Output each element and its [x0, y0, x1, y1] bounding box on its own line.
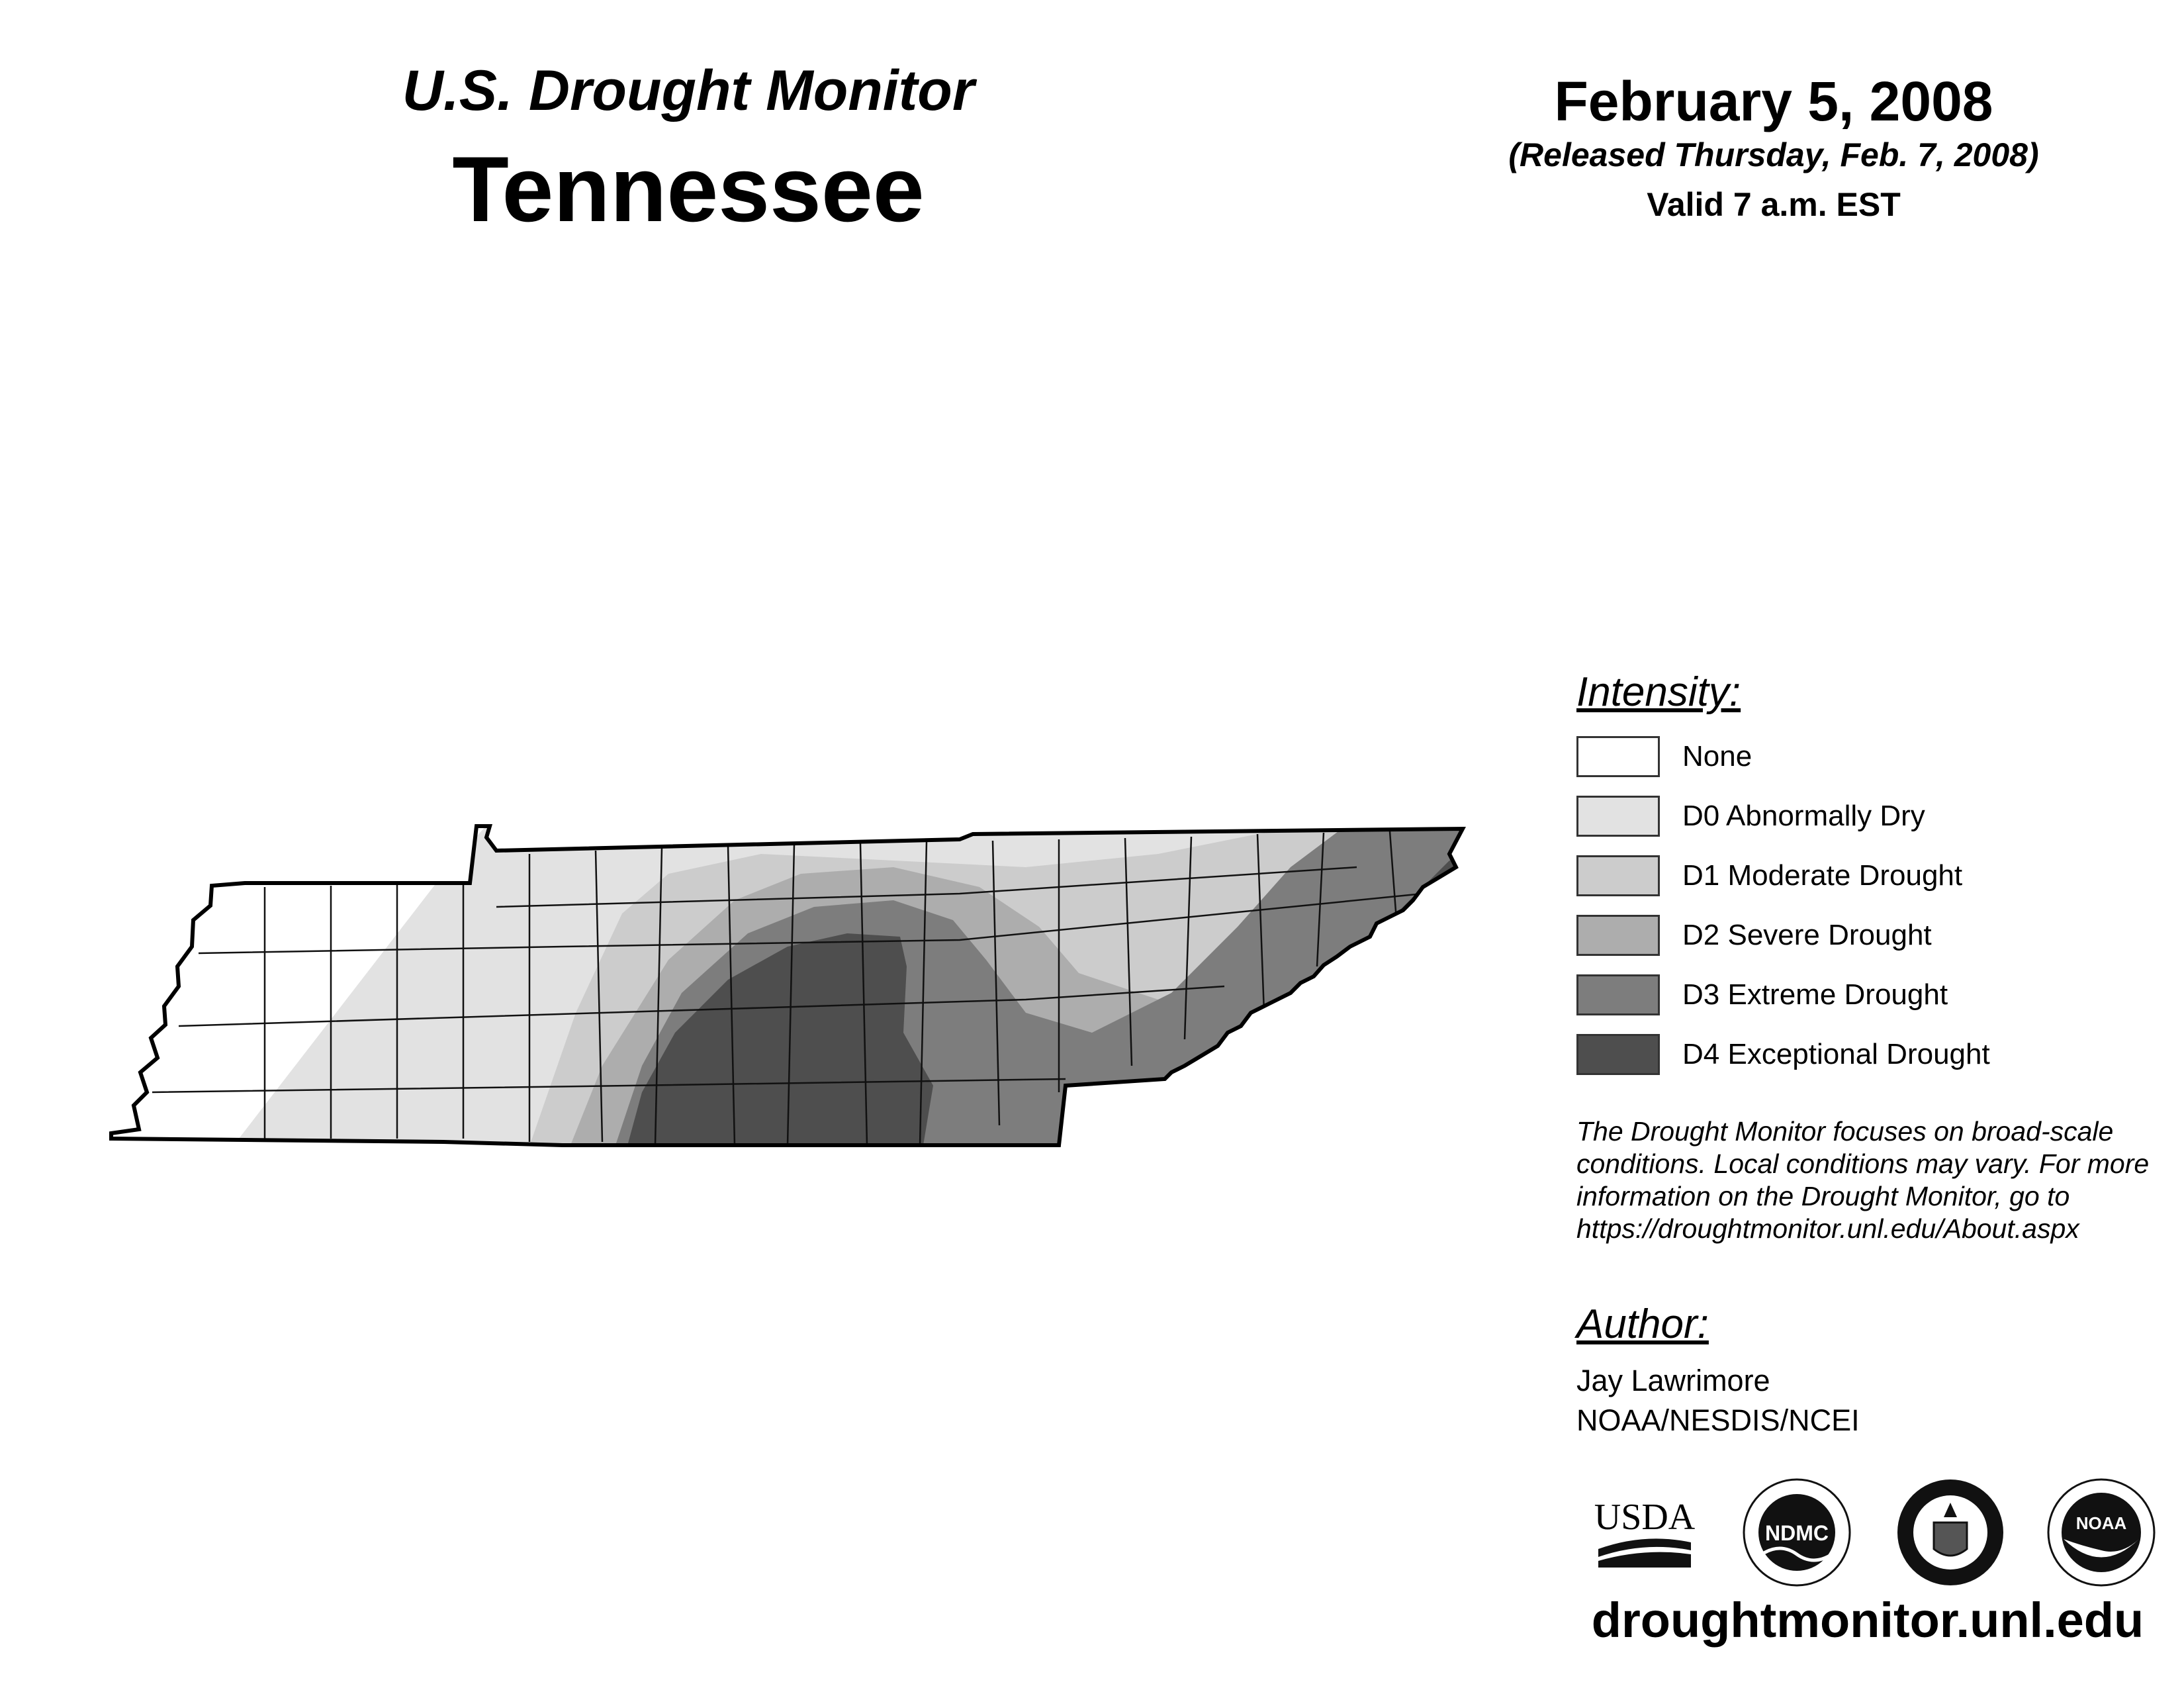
- legend-label: D1 Moderate Drought: [1682, 859, 1963, 892]
- legend-swatch: [1576, 796, 1660, 837]
- author-title: Author:: [1576, 1301, 1709, 1347]
- legend-label: D0 Abnormally Dry: [1682, 800, 1925, 832]
- website-link[interactable]: droughtmonitor.unl.edu: [1591, 1593, 2144, 1648]
- monitor-title: U.S. Drought Monitor: [402, 59, 975, 122]
- svg-text:NDMC: NDMC: [1765, 1521, 1829, 1545]
- ndmc-logo: [1741, 1476, 1853, 1589]
- valid-time: Valid 7 a.m. EST: [1647, 186, 1901, 223]
- disclaimer-note: The Drought Monitor focuses on broad-scale conditions. Local conditions may vary. For more information on the Drought Monitor, go to https://droughtmonitor.unl.edu/About.aspx: [1576, 1116, 2150, 1244]
- legend-label: D2 Severe Drought: [1682, 919, 1932, 951]
- author-name: Jay Lawrimore: [1576, 1364, 1770, 1397]
- svg-text:USDA: USDA: [1594, 1497, 1696, 1538]
- legend-swatch: [1576, 915, 1660, 956]
- legend-label: None: [1682, 740, 1752, 773]
- legend-swatch: [1576, 855, 1660, 896]
- legend-label: D3 Extreme Drought: [1682, 978, 1948, 1011]
- doc-seal-logo: [1894, 1476, 2007, 1589]
- svg-text:NOAA: NOAA: [2075, 1513, 2127, 1533]
- legend-swatch: [1576, 1034, 1660, 1075]
- author-org: NOAA/NESDIS/NCEI: [1576, 1403, 1860, 1437]
- legend-label: D4 Exceptional Drought: [1682, 1038, 1990, 1070]
- release-date: (Released Thursday, Feb. 7, 2008): [1508, 136, 2039, 173]
- map-date: February 5, 2008: [1554, 70, 1993, 132]
- usda-logo: [1588, 1476, 1701, 1589]
- legend-swatch: [1576, 736, 1660, 777]
- state-title: Tennessee: [452, 137, 925, 241]
- drought-map: [99, 814, 1489, 1165]
- legend-title: Intensity:: [1576, 669, 1741, 715]
- legend-swatch: [1576, 974, 1660, 1015]
- noaa-logo: [2045, 1476, 2158, 1589]
